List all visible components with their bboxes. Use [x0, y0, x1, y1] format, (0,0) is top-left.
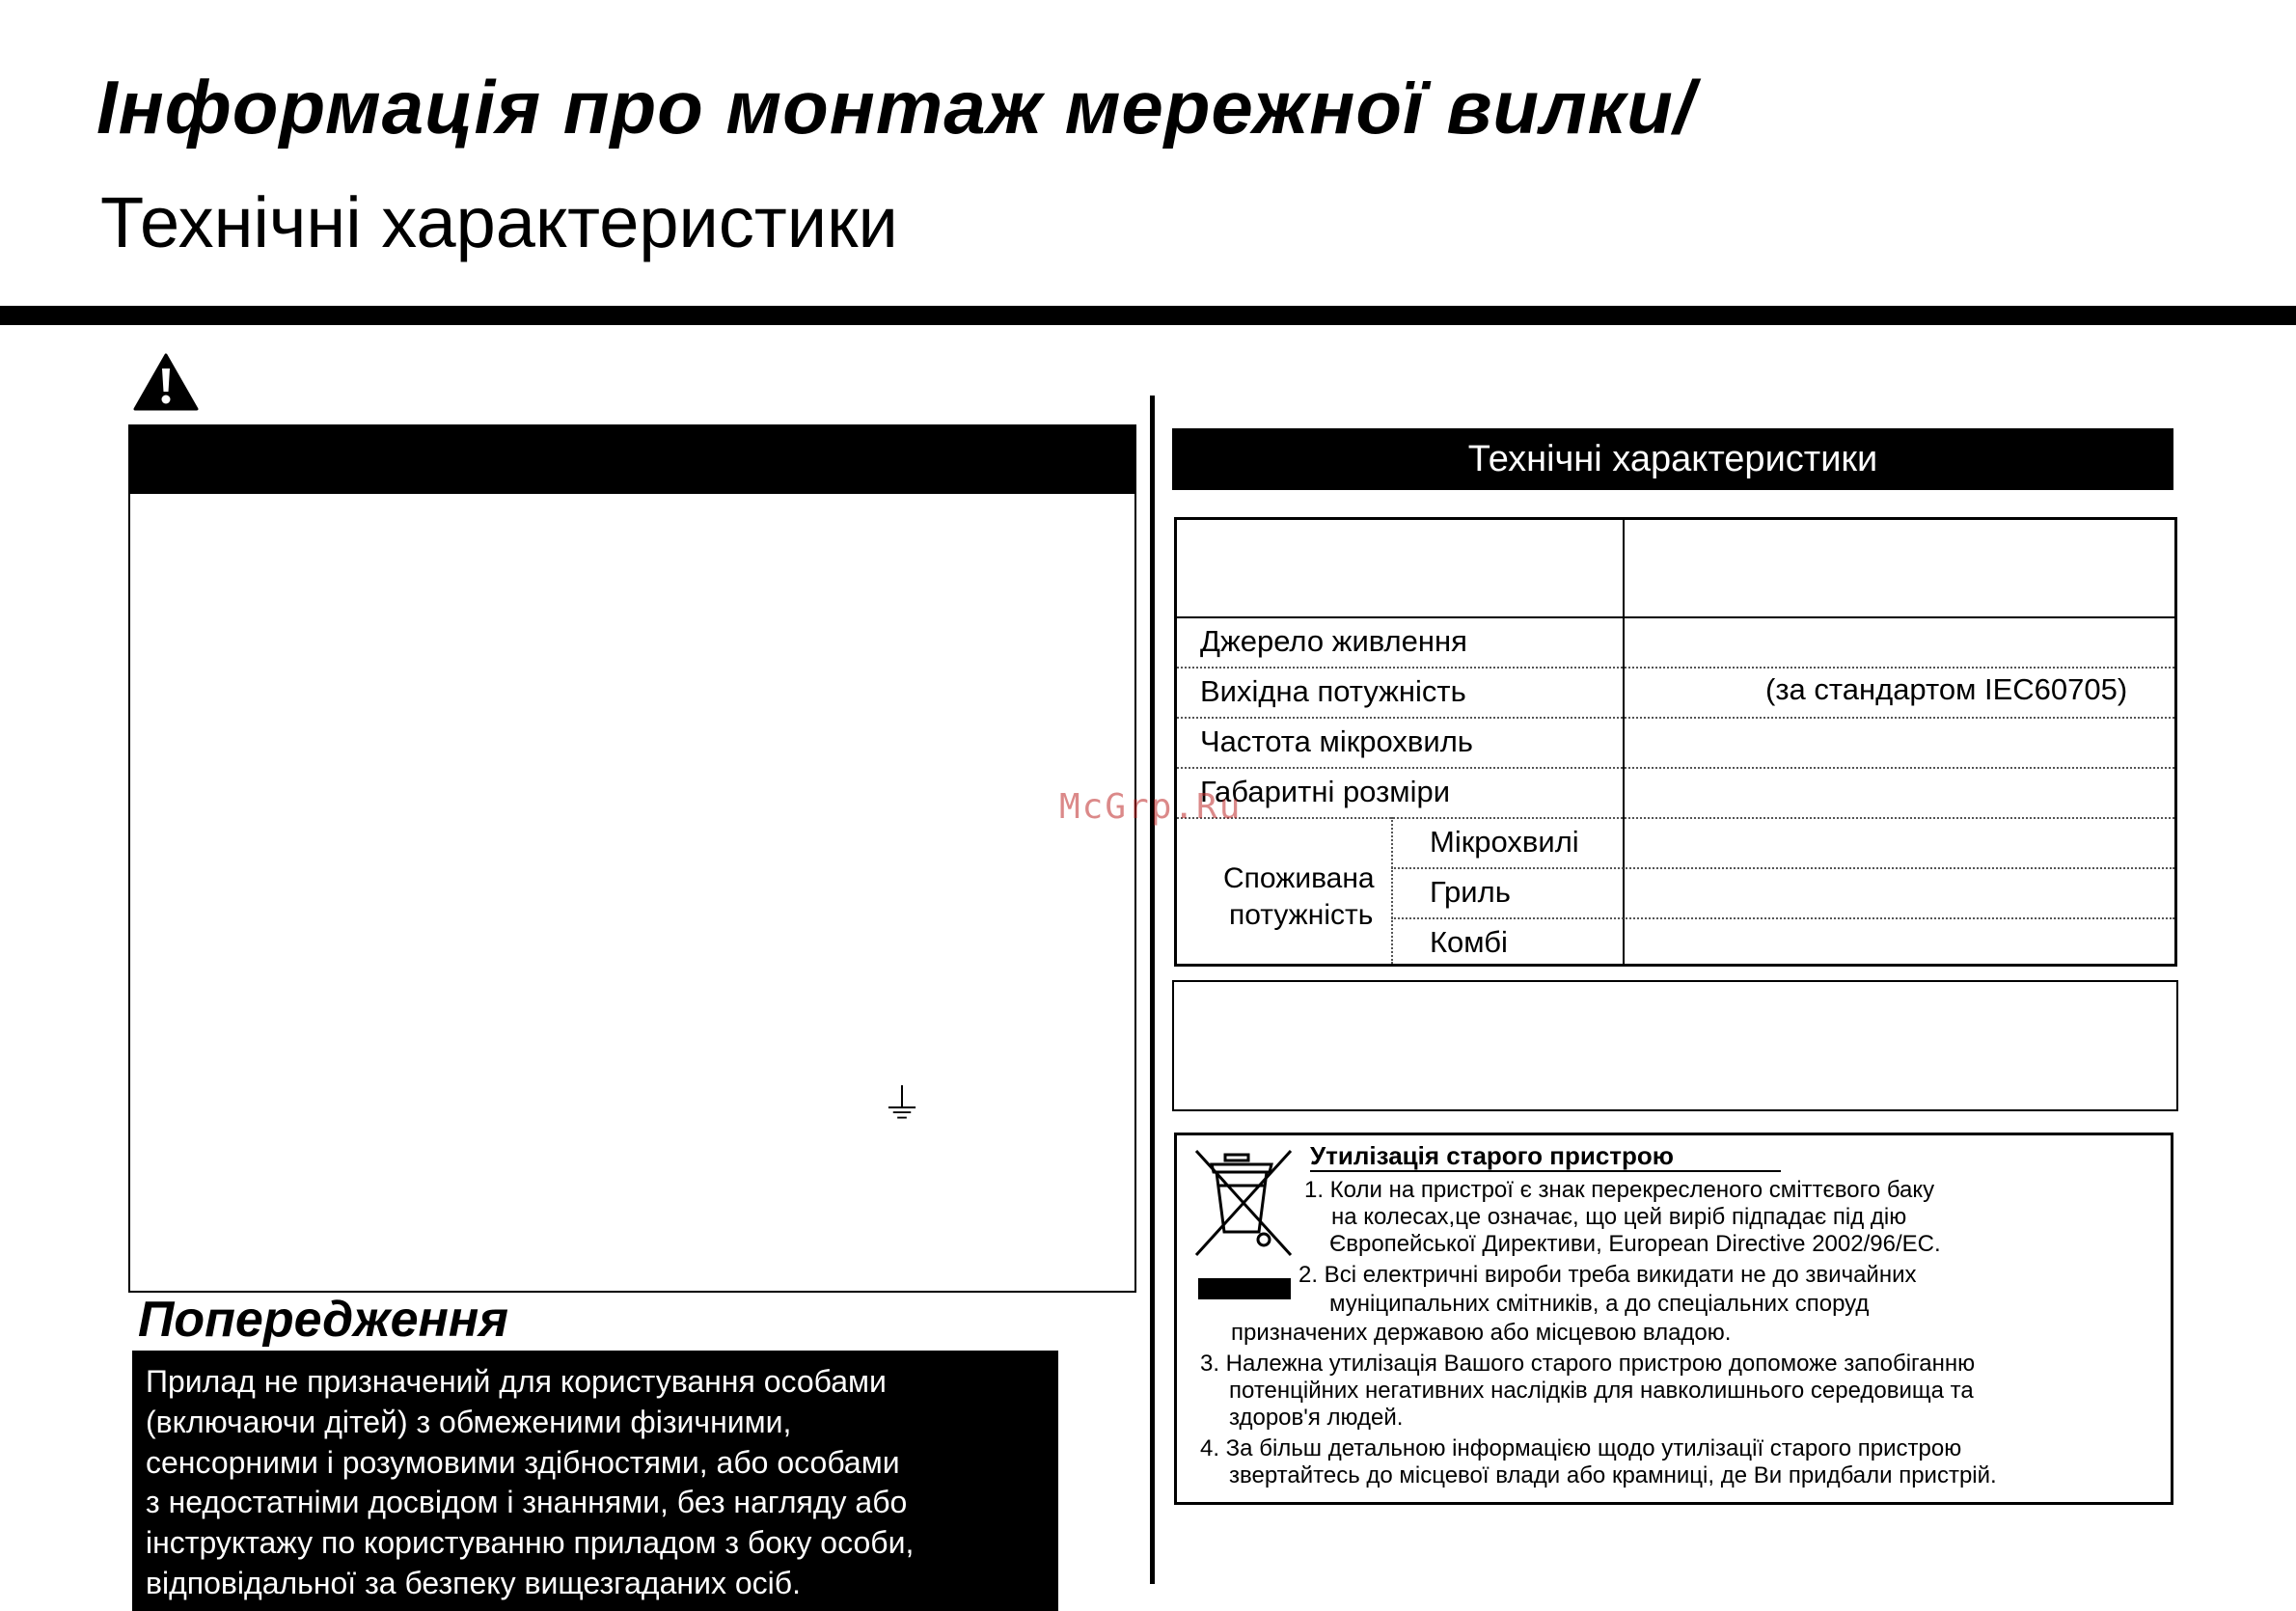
specs-note-box — [1172, 980, 2178, 1111]
warning-line: відповідальної за безпеку вищезгаданих осіб. — [146, 1565, 801, 1600]
black-bar-marker — [1198, 1278, 1291, 1299]
spec-value-output-power-note: (за стандартом IEC60705) — [1765, 672, 2128, 706]
disposal-line: муніципальних смітників, а до спеціальних споруд — [1329, 1291, 1870, 1317]
warning-line: сенсорними і розумовими здібностями, або особами — [146, 1444, 900, 1480]
title-divider — [0, 306, 2296, 325]
spec-label-output-power: Вихідна потужність — [1200, 674, 1466, 708]
warning-line: (включаючи дітей) з обмеженими фізичними, — [146, 1404, 792, 1439]
disposal-line: потенційних негативних наслідків для навколишнього середовища та — [1229, 1378, 1974, 1404]
table-row-divider — [1177, 767, 2174, 769]
specs-table — [1174, 517, 2177, 967]
disposal-line: 2. Всі електричні вироби треба викидати не до звичайних — [1298, 1262, 1917, 1288]
ground-symbol-icon: ⏚ — [881, 1080, 923, 1130]
disposal-heading-underline — [1310, 1170, 1781, 1172]
disposal-line: Європейської Директиви, European Directive 2002/96/EC. — [1329, 1231, 1941, 1257]
specs-heading: Технічні характеристики — [1172, 428, 2173, 490]
disposal-line: 3. Належна утилізація Вашого старого пристрою допоможе запобіганню — [1200, 1351, 1976, 1377]
table-row-divider — [1177, 717, 2174, 719]
crossed-wheelie-bin-icon — [1190, 1147, 1297, 1259]
table-row-divider — [1391, 867, 2174, 869]
page-subtitle: Технічні характеристики — [100, 182, 898, 262]
disposal-line: здоров'я людей. — [1229, 1405, 1404, 1431]
disposal-line: призначених державою або місцевою владою. — [1231, 1320, 1732, 1346]
disposal-line: 4. За більш детальною інформацією щодо утилізації старого пристрою — [1200, 1435, 1962, 1461]
table-subcolumn-divider — [1391, 817, 1393, 964]
spec-label-consumption: Споживана — [1223, 862, 1375, 894]
disposal-line: звертайтесь до місцевої влади або крамниці, де Ви придбали пристрій. — [1229, 1462, 1997, 1488]
spec-label-mw-frequency: Частота мікрохвиль — [1200, 724, 1473, 758]
plug-info-header — [130, 426, 1134, 494]
spec-label-power-source: Джерело живлення — [1200, 624, 1467, 658]
table-header-divider — [1177, 616, 2174, 618]
spec-label-dimensions: Габаритні розміри — [1200, 775, 1451, 808]
warning-triangle-icon — [133, 353, 199, 411]
watermark: McGrp.Ru — [1059, 787, 1243, 827]
warning-line: інструктажу по користуванню приладом з боку особи, — [146, 1525, 915, 1561]
warning-line: Прилад не призначений для користування особами — [146, 1364, 887, 1399]
warning-heading: Попередження — [138, 1292, 508, 1348]
spec-label-combi: Комбі — [1430, 925, 1508, 959]
table-row-divider — [1391, 917, 2174, 919]
table-column-divider — [1623, 520, 1625, 964]
disposal-line: на колесах,це означає, що цей виріб підпадає під дію — [1331, 1204, 1907, 1230]
spec-label-consumption-2: потужність — [1229, 899, 1374, 931]
spec-label-microwave: Мікрохвилі — [1430, 825, 1579, 859]
disposal-panel — [1174, 1133, 2173, 1505]
table-row-divider — [1177, 667, 2174, 669]
warning-line: з недостатніми досвідом і знаннями, без нагляду або — [146, 1485, 908, 1520]
spec-label-grill: Гриль — [1430, 875, 1511, 909]
plug-info-panel — [128, 424, 1136, 1293]
page-title: Інформація про монтаж мережної вилки/ — [96, 65, 1696, 150]
disposal-heading: Утилізація старого пристрою — [1310, 1141, 1675, 1170]
column-divider — [1150, 396, 1155, 1584]
table-row-divider — [1177, 817, 2174, 819]
warning-text-box — [132, 1351, 1058, 1611]
disposal-line: 1. Коли на пристрої є знак перекресленого сміттєвого баку — [1304, 1177, 1935, 1203]
